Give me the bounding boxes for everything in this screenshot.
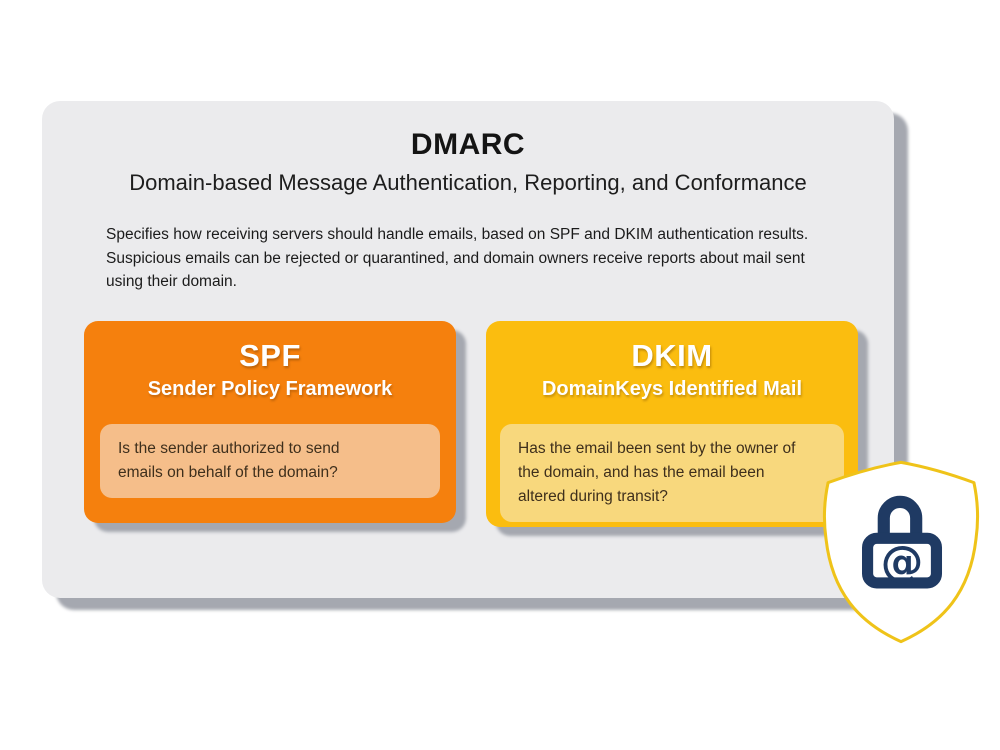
dkim-question-text: Has the email been sent by the owner of the domain, and has the email been altered during transit? bbox=[518, 440, 796, 505]
dkim-card-title: DKIM bbox=[631, 338, 713, 373]
spf-question-box bbox=[100, 424, 440, 498]
spf-question-text: Is the sender authorized to send emails on behalf of the domain? bbox=[118, 440, 340, 481]
email-security-shield-icon bbox=[822, 458, 980, 645]
spf-card-subtitle: Sender Policy Framework bbox=[147, 378, 393, 400]
dmarc-description: Specifies how receiving servers should handle emails, based on SPF and DKIM authentication results. Suspicious emails can be rejected or quarantined, and domain owners receive reports about mail sent using their domain. bbox=[106, 226, 809, 290]
page-subtitle: Domain-based Message Authentication, Reporting, and Conformance bbox=[129, 170, 807, 195]
spf-card-title: SPF bbox=[239, 338, 301, 373]
dkim-question-box bbox=[500, 424, 844, 522]
spf-card bbox=[84, 321, 456, 523]
dkim-card-subtitle: DomainKeys Identified Mail bbox=[541, 378, 803, 400]
at-symbol-icon: @ bbox=[880, 537, 924, 587]
dkim-card bbox=[486, 321, 858, 527]
page-title: DMARC bbox=[410, 128, 526, 161]
